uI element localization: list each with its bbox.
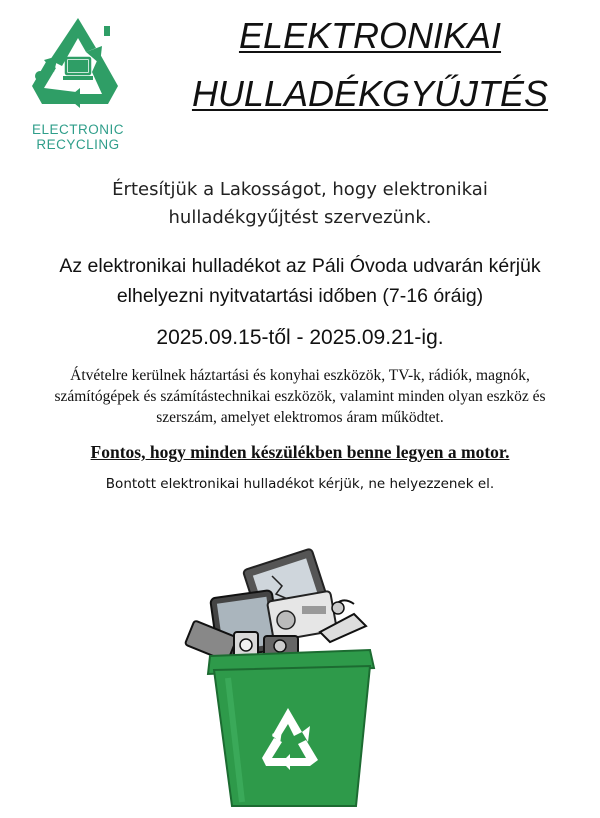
intro-line2: hulladékgyűjtést szervezünk. [168, 207, 432, 228]
electronic-recycling-logo [14, 12, 142, 162]
recycle-bin-illustration [170, 540, 410, 814]
details-line1: Átvételre kerülnek háztartási és konyhai eszközök, TV-k, rádiók, magnók, [70, 367, 530, 384]
location-line2: elhelyezni nyitvatartási időben (7-16 óráig) [116, 285, 484, 307]
details-line3: szerszám, amelyet elektromos áram működtet. [156, 409, 444, 426]
date-range: 2025.09.15-től - 2025.09.21-ig. [156, 326, 444, 349]
location-line1: Az elektronikai hulladékot az Páli Óvoda udvarán kérjük [59, 255, 541, 277]
page-title-line1: ELEKTRONIKAI [238, 15, 502, 56]
electronics-pile [185, 548, 366, 661]
important-notice: Fontos, hogy minden készülékben benne legyen a motor. [90, 442, 510, 462]
recycle-icon [22, 12, 134, 120]
page-title-line2: HULLADÉKGYŰJTÉS [191, 73, 549, 114]
note-text: Bontott elektronikai hulladékot kérjük, ne helyezzenek el. [105, 476, 495, 492]
intro-line1: Értesítjük a Lakosságot, hogy elektronikai [112, 179, 488, 200]
logo-text-line1: ELECTRONIC [31, 122, 124, 137]
logo-text-line2: RECYCLING [36, 137, 120, 152]
details-line2: számítógépek és számítástechnikai eszközök, valamint minden olyan eszköz és [54, 388, 546, 405]
